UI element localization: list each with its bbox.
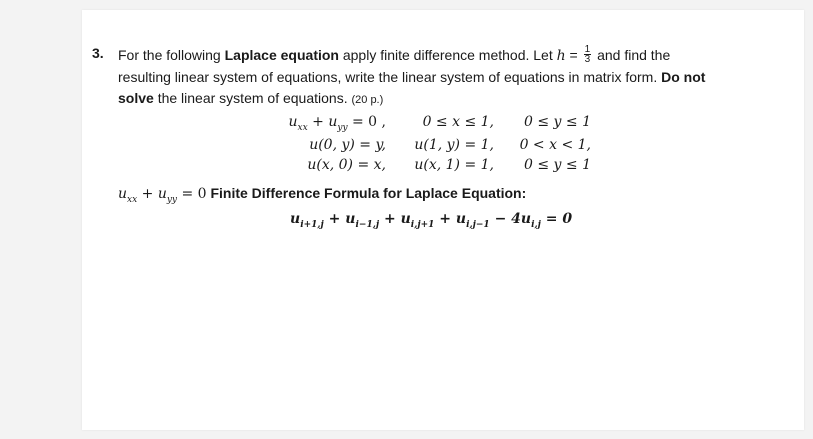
equation-cond-3a: u(x, 1) = 1, [414,157,494,173]
statement-bold-solve: solve [118,90,154,106]
h-fraction [584,45,592,64]
equation-cond-1a: 0 ≤ x ≤ 1, [422,114,494,130]
statement-line-1 [118,45,778,67]
statement-text: resulting linear system of equations, write the linear system of equations in matrix form. [118,69,662,85]
statement-bold-laplace: Laplace equation [224,47,339,63]
equals-sign: = [565,47,582,63]
finite-difference-formula: $u_{i+1,j} + u_{i-1,j} + u_{i,j+1} + u_{i,j-1} - 4u_{i,j} = 0$ [290,211,573,230]
equation-cond-1b: 0 ≤ y ≤ 1 [524,114,591,130]
equation-lhs-2: u(0, y) = y, [309,137,386,153]
equation-lhs-1: $u_{xx} + u_{yy} = 0$ , [288,114,386,133]
fraction-numerator: 1 [584,43,591,55]
equation-cond-3b: 0 ≤ y ≤ 1 [524,157,591,173]
statement-text: the linear system of equations. [153,90,352,106]
pde-inline: $u_{xx} + u_{yy} = 0$ [118,186,207,205]
statement-text: apply finite difference method. Let [338,47,557,63]
statement-line-2 [118,67,778,88]
equation-cond-2b: 0 < x < 1, [519,137,591,153]
statement-line-3 [118,88,778,111]
statement-text: and find the [593,47,671,63]
equation-cond-2a: u(1, y) = 1, [414,137,494,153]
h-variable: h [556,48,566,64]
statement-text: For the following [118,47,225,63]
equation-lhs-3: u(x, 0) = x, [307,157,386,173]
question-number: 3. [92,45,104,61]
problem-statement [118,45,778,111]
fraction-denominator: 3 [584,53,591,65]
statement-bold-do-not: Do not [661,69,706,85]
fd-label-text: Finite Difference Formula for Laplace Equation: [210,185,527,201]
finite-difference-heading [118,185,526,205]
points-label: (20 p.) [351,94,384,106]
